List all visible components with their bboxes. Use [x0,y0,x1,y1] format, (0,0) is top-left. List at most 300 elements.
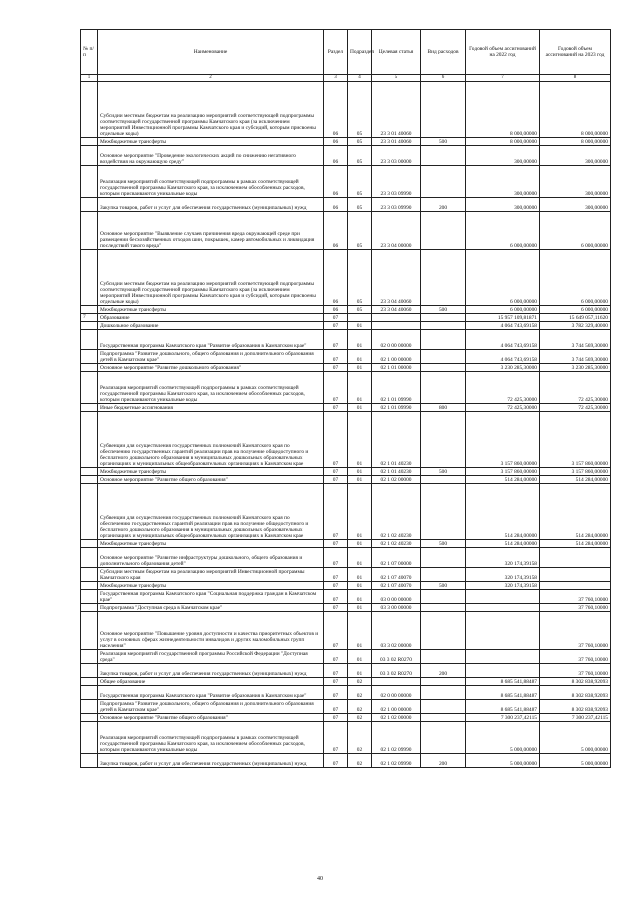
row-subsection: 02 [348,754,372,768]
row-section: 07 [324,372,348,404]
row-section: 07 [324,412,348,468]
row-amount-2023: 8 302 838,92093 [540,700,611,714]
row-section: 07 [324,650,348,664]
row-amount-2023: 300,00000 [540,198,611,212]
row-expense-type [421,568,466,582]
row-target-article: 02 1 00 00000 [372,350,421,364]
row-number [81,700,98,714]
row-amount-2023 [540,548,611,568]
row-section: 06 [324,250,348,306]
row-section: 07 [324,686,348,700]
row-amount-2023: 37 760,10000 [540,664,611,678]
table-row [81,484,611,540]
row-target-article: 23 3 03 00000 [372,146,421,166]
row-section: 06 [324,82,348,138]
row-expense-type [421,678,466,686]
row-section: 07 [324,568,348,582]
row-expense-type [421,476,466,484]
row-number [81,548,98,568]
row-amount-2022: 300,00000 [466,198,540,212]
row-section: 07 [324,722,348,754]
row-expense-type [421,714,466,722]
row-expense-type: 200 [421,198,466,212]
row-expense-type [421,700,466,714]
row-name: Закупка товаров, работ и услуг для обеспечения государственных (муниципальных) нужд [98,664,324,678]
row-subsection: 05 [348,306,372,314]
row-name: Основное мероприятие "Развитие дошкольного образования" [98,364,324,372]
table-row [81,686,611,700]
row-amount-2023: 514 284,00000 [540,484,611,540]
row-subsection: 02 [348,686,372,700]
row-amount-2022 [466,664,540,678]
row-number [81,330,98,350]
row-name: Реализация мероприятий соответствующей подпрограммы в рамках соответствующей государственной программы Камчатского края, за исключением обособленных расходов, которым присваиваются уникальные коды [98,722,324,754]
row-amount-2022: 5 000,00000 [466,722,540,754]
row-name: Образование [98,314,324,322]
row-amount-2022 [466,590,540,604]
row-amount-2022: 72 425,30000 [466,404,540,412]
row-section: 07 [324,590,348,604]
row-target-article [372,322,421,330]
row-expense-type [421,330,466,350]
row-number [81,540,98,548]
row-amount-2022: 3 230 285,30000 [466,364,540,372]
row-target-article: 23 3 03 09990 [372,198,421,212]
budget-table-sheet [80,29,610,768]
row-amount-2023: 8 000,00000 [540,138,611,146]
row-name: Основное мероприятие "Развитие общего образования" [98,714,324,722]
row-expense-type [421,166,466,198]
row-number [81,722,98,754]
column-number: 4 [348,75,372,82]
table-row [81,198,611,212]
row-amount-2022: 320 174,39158 [466,548,540,568]
row-subsection: 01 [348,404,372,412]
row-target-article: 02 1 07 40070 [372,568,421,582]
row-section: 06 [324,306,348,314]
table-row [81,138,611,146]
row-expense-type: 200 [421,664,466,678]
row-amount-2023: 300,00000 [540,146,611,166]
row-amount-2022: 8 000,00000 [466,138,540,146]
row-number [81,590,98,604]
table-row [81,722,611,754]
row-expense-type [421,412,466,468]
row-subsection: 01 [348,650,372,664]
row-name: Основное мероприятие "Проведение экологических акций по снижению негативного воздействия на окружающую среду" [98,146,324,166]
row-expense-type [421,612,466,650]
row-target-article: 02 1 01 09990 [372,404,421,412]
row-amount-2023: 514 284,00000 [540,540,611,548]
row-name: Реализация мероприятий соответствующей подпрограммы в рамках соответствующей государственной программы Камчатского края, за исключением обособленных расходов, которым присваиваются уникальные коды [98,372,324,404]
row-expense-type [421,212,466,250]
row-target-article: 02 0 00 00000 [372,330,421,350]
row-subsection: 02 [348,700,372,714]
row-name: Субсидии местным бюджетам на реализацию мероприятий соответствующей подпрограммы соответствующей государственной программы Камчатского края (за исключением мероприятий Инвестиционной программы Камчатского края и субсидий, которым присвоены отдельные коды) [98,82,324,138]
row-name: Межбюджетные трансферты [98,582,324,590]
row-subsection: 02 [348,722,372,754]
row-expense-type: 500 [421,138,466,146]
row-amount-2023: 15 649 057,11620 [540,314,611,322]
row-amount-2022: 8 685 541,88487 [466,678,540,686]
row-amount-2023: 300,00000 [540,166,611,198]
page-number: 40 [317,876,323,882]
row-number [81,650,98,664]
row-expense-type: 500 [421,306,466,314]
row-target-article: 03 3 02 00000 [372,612,421,650]
budget-table [80,29,611,768]
row-number [81,612,98,650]
row-number [81,138,98,146]
row-number [81,250,98,306]
row-target-article: 02 1 01 40230 [372,412,421,468]
row-number [81,82,98,138]
row-expense-type [421,364,466,372]
row-amount-2022: 320 174,39158 [466,568,540,582]
row-name: Субвенции для осуществления государственных полномочий Камчатского края по обеспечению государственных гарантий реализации прав на получение общедоступного и бесплатного дошкольного образования в муниципальных дошкольных образовательных организациях и муниципальных общеобразовательных организациях в Камчатском крае [98,412,324,468]
row-section: 07 [324,404,348,412]
row-number: 7 [81,314,98,322]
row-target-article: 02 1 07 00000 [372,548,421,568]
row-target-article: 23 3 04 00000 [372,212,421,250]
row-amount-2022: 15 957 109,81871 [466,314,540,322]
row-section: 07 [324,714,348,722]
table-row [81,568,611,582]
row-target-article: 03 0 00 00000 [372,590,421,604]
column-number: 1 [81,75,98,82]
table-row [81,146,611,166]
row-amount-2023: 8 302 838,92093 [540,686,611,700]
row-target-article: 02 1 02 40230 [372,484,421,540]
row-amount-2022 [466,612,540,650]
row-amount-2022: 514 284,00000 [466,476,540,484]
row-amount-2022: 300,00000 [466,166,540,198]
row-expense-type [421,250,466,306]
row-amount-2023: 37 760,10000 [540,612,611,650]
row-amount-2023: 3 157 860,00000 [540,468,611,476]
row-expense-type: 500 [421,582,466,590]
row-target-article: 23 3 04 40060 [372,250,421,306]
row-subsection: 01 [348,350,372,364]
row-section: 07 [324,664,348,678]
header-expense-type: Вид расходов [421,30,466,75]
row-number [81,754,98,768]
header-subsection: Подраздел [348,30,372,75]
row-amount-2022: 5 000,00000 [466,754,540,768]
row-name: Основное мероприятие "Выявление случаев причинения вреда окружающей среде при размещении бесхозяйственных отходов шин, покрышек, камер автомобильных и ликвидация последствий такого вреда" [98,212,324,250]
header-target-article: Целевая статья [372,30,421,75]
row-amount-2023: 8 302 838,92093 [540,678,611,686]
row-target-article: 03 3 02 R0270 [372,664,421,678]
row-name: Реализация мероприятий соответствующей подпрограммы в рамках соответствующей государственной программы Камчатского края, за исключением обособленных расходов, которым присваиваются уникальные коды [98,166,324,198]
row-subsection: 05 [348,212,372,250]
row-name: Государственная программа Камчатского края "Развитие образования в Камчатском крае" [98,686,324,700]
row-section: 07 [324,330,348,350]
row-section: 06 [324,138,348,146]
row-name: Межбюджетные трансферты [98,540,324,548]
row-subsection: 01 [348,612,372,650]
row-expense-type [421,604,466,612]
column-number: 5 [372,75,421,82]
row-expense-type [421,650,466,664]
row-name: Реализация мероприятий государственной программы Российской Федерации "Доступная среда" [98,650,324,664]
row-name: Основное мероприятие "Развитие общего образования" [98,476,324,484]
table-row [81,350,611,364]
row-subsection: 05 [348,82,372,138]
table-row [81,468,611,476]
row-expense-type [421,322,466,330]
column-number: 3 [324,75,348,82]
row-amount-2023: 3 744 569,30000 [540,330,611,350]
row-target-article [372,314,421,322]
table-row [81,364,611,372]
header-no: № п/п [81,30,98,75]
row-subsection [348,314,372,322]
row-target-article: 02 1 00 00000 [372,700,421,714]
row-amount-2022 [466,650,540,664]
table-row [81,250,611,306]
row-amount-2022: 7 300 237,42115 [466,714,540,722]
row-target-article: 02 1 01 09990 [372,372,421,404]
row-amount-2023: 514 284,00000 [540,476,611,484]
row-amount-2022: 6 000,00000 [466,306,540,314]
row-target-article: 03 3 02 R0270 [372,650,421,664]
row-expense-type: 200 [421,754,466,768]
row-subsection: 01 [348,476,372,484]
row-amount-2022: 4 064 743,69158 [466,350,540,364]
row-section: 07 [324,350,348,364]
row-section: 07 [324,364,348,372]
table-row [81,700,611,714]
row-section: 07 [324,540,348,548]
row-amount-2023: 7 300 237,42115 [540,714,611,722]
row-expense-type: 500 [421,468,466,476]
table-row [81,678,611,686]
row-name: Общее образование [98,678,324,686]
row-amount-2023: 3 782 329,40000 [540,322,611,330]
column-number: 2 [98,75,324,82]
row-number [81,322,98,330]
row-subsection: 01 [348,548,372,568]
row-subsection: 01 [348,330,372,350]
table-row [81,476,611,484]
row-number [81,198,98,212]
row-subsection: 05 [348,250,372,306]
row-amount-2023: 37 760,10000 [540,650,611,664]
table-row [81,650,611,664]
row-section: 06 [324,166,348,198]
row-target-article: 23 3 04 40060 [372,306,421,314]
row-amount-2022: 300,00000 [466,146,540,166]
row-section: 07 [324,548,348,568]
row-amount-2022: 3 157 860,00000 [466,412,540,468]
table-row [81,604,611,612]
row-subsection: 01 [348,540,372,548]
row-number [81,664,98,678]
row-target-article: 02 1 02 09990 [372,754,421,768]
row-amount-2023: 72 425,30000 [540,404,611,412]
row-number [81,604,98,612]
row-subsection: 02 [348,678,372,686]
table-row [81,212,611,250]
row-subsection: 05 [348,166,372,198]
row-subsection: 01 [348,604,372,612]
row-amount-2022: 72 425,30000 [466,372,540,404]
row-number [81,484,98,540]
row-expense-type [421,590,466,604]
row-number [81,714,98,722]
row-section: 07 [324,604,348,612]
row-expense-type [421,548,466,568]
row-section: 07 [324,582,348,590]
row-name: Межбюджетные трансферты [98,468,324,476]
row-target-article: 02 1 02 00000 [372,714,421,722]
row-target-article: 03 3 00 00000 [372,604,421,612]
row-amount-2023: 8 000,00000 [540,82,611,138]
table-header-row [81,30,611,75]
row-amount-2023: 37 760,10000 [540,604,611,612]
row-expense-type [421,722,466,754]
column-number-row [81,75,611,82]
row-number [81,412,98,468]
row-subsection: 05 [348,198,372,212]
row-section: 07 [324,322,348,330]
row-name: Подпрограмма "Доступная среда в Камчатском крае" [98,604,324,612]
row-number [81,678,98,686]
row-expense-type [421,484,466,540]
row-expense-type: 800 [421,404,466,412]
table-row [81,404,611,412]
row-target-article: 02 1 02 40230 [372,540,421,548]
row-amount-2022: 4 064 743,69158 [466,322,540,330]
column-number: 6 [421,75,466,82]
header-name: Наименование [98,30,324,75]
row-amount-2022: 6 000,00000 [466,212,540,250]
row-subsection: 01 [348,364,372,372]
row-subsection: 01 [348,484,372,540]
row-subsection: 01 [348,590,372,604]
row-amount-2023 [540,582,611,590]
row-amount-2022: 8 685 541,88487 [466,686,540,700]
row-section: 07 [324,754,348,768]
table-row [81,540,611,548]
row-expense-type: 500 [421,540,466,548]
row-subsection: 05 [348,138,372,146]
row-amount-2023: 6 000,00000 [540,306,611,314]
row-target-article [372,678,421,686]
row-amount-2023: 3 744 569,30000 [540,350,611,364]
table-row [81,330,611,350]
row-subsection: 01 [348,412,372,468]
row-name: Субсидии местным бюджетам на реализацию мероприятий соответствующей подпрограммы соответствующей государственной программы Камчатского края (за исключением мероприятий Инвестиционной программы Камчатского края и субсидий, которым присвоены отдельные коды) [98,250,324,306]
column-number: 7 [466,75,540,82]
row-section: 06 [324,212,348,250]
row-name: Подпрограмма "Развитие дошкольного, общего образования и дополнительного образования детей в Камчатском крае" [98,700,324,714]
row-target-article: 23 3 01 40060 [372,82,421,138]
table-row [81,372,611,404]
row-name: Подпрограмма "Развитие дошкольного, общего образования и дополнительного образования детей в Камчатском крае" [98,350,324,364]
row-amount-2023: 37 760,10000 [540,590,611,604]
row-target-article: 02 1 01 00000 [372,364,421,372]
row-name: Субвенции для осуществления государственных полномочий Камчатского края по обеспечению государственных гарантий реализации прав на получение общедоступного и бесплатного дошкольного образования в муниципальных дошкольных образовательных организациях и муниципальных общеобразовательных организациях в Камчатском крае [98,484,324,540]
row-number [81,476,98,484]
row-amount-2022: 320 174,39158 [466,582,540,590]
row-name: Межбюджетные трансферты [98,138,324,146]
header-amount-2023: Годовой объем ассигнований на 2023 год [540,30,611,75]
row-section: 07 [324,476,348,484]
row-section: 07 [324,314,348,322]
row-amount-2023: 5 000,00000 [540,722,611,754]
row-subsection: 01 [348,468,372,476]
row-subsection: 01 [348,664,372,678]
row-target-article: 02 1 02 00000 [372,476,421,484]
row-expense-type [421,372,466,404]
row-subsection: 01 [348,582,372,590]
row-name: Закупка товаров, работ и услуг для обеспечения государственных (муниципальных) нужд [98,198,324,212]
row-section: 07 [324,678,348,686]
row-number [81,350,98,364]
row-expense-type [421,146,466,166]
row-name: Межбюджетные трансферты [98,306,324,314]
row-section: 07 [324,468,348,476]
row-name: Государственная программа Камчатского края "Развитие образования в Камчатском крае" [98,330,324,350]
row-number [81,686,98,700]
row-number [81,364,98,372]
row-section: 07 [324,700,348,714]
row-number [81,212,98,250]
row-name: Дошкольное образование [98,322,324,330]
row-expense-type [421,82,466,138]
table-row [81,166,611,198]
header-section: Раздел [324,30,348,75]
row-amount-2022: 514 284,00000 [466,540,540,548]
row-amount-2022: 8 000,00000 [466,82,540,138]
row-number [81,468,98,476]
row-name: Основное мероприятие "Развитие инфраструктуры дошкольного, общего образования и дополнительного образования детей" [98,548,324,568]
table-row [81,590,611,604]
row-amount-2022: 4 064 743,69158 [466,330,540,350]
row-subsection: 01 [348,568,372,582]
row-name: Субсидии местным бюджетам на реализацию мероприятий Инвестиционной программы Камчатского края [98,568,324,582]
table-row [81,582,611,590]
row-amount-2023: 6 000,00000 [540,250,611,306]
row-name: Закупка товаров, работ и услуг для обеспечения государственных (муниципальных) нужд [98,754,324,768]
column-number: 8 [540,75,611,82]
row-name: Основное мероприятие "Повышение уровня доступности и качества приоритетных объектов и услуг в основных сферах жизнедеятельности инвалидов и других маломобильных групп населения" [98,612,324,650]
row-target-article: 23 3 01 40060 [372,138,421,146]
table-row [81,314,611,322]
header-amount-2022: Годовой объем ассигнований на 2022 год [466,30,540,75]
row-target-article: 02 1 07 40070 [372,582,421,590]
table-row [81,412,611,468]
table-row [81,754,611,768]
row-amount-2022: 6 000,00000 [466,250,540,306]
row-number [81,372,98,404]
table-row [81,548,611,568]
row-section: 06 [324,146,348,166]
table-row [81,714,611,722]
row-section: 07 [324,484,348,540]
row-section: 07 [324,612,348,650]
table-body [81,82,611,768]
table-row [81,664,611,678]
row-number [81,404,98,412]
row-subsection: 02 [348,714,372,722]
row-expense-type [421,686,466,700]
row-amount-2023: 6 000,00000 [540,212,611,250]
row-target-article: 02 1 02 09990 [372,722,421,754]
row-name: Иные бюджетные ассигнования [98,404,324,412]
